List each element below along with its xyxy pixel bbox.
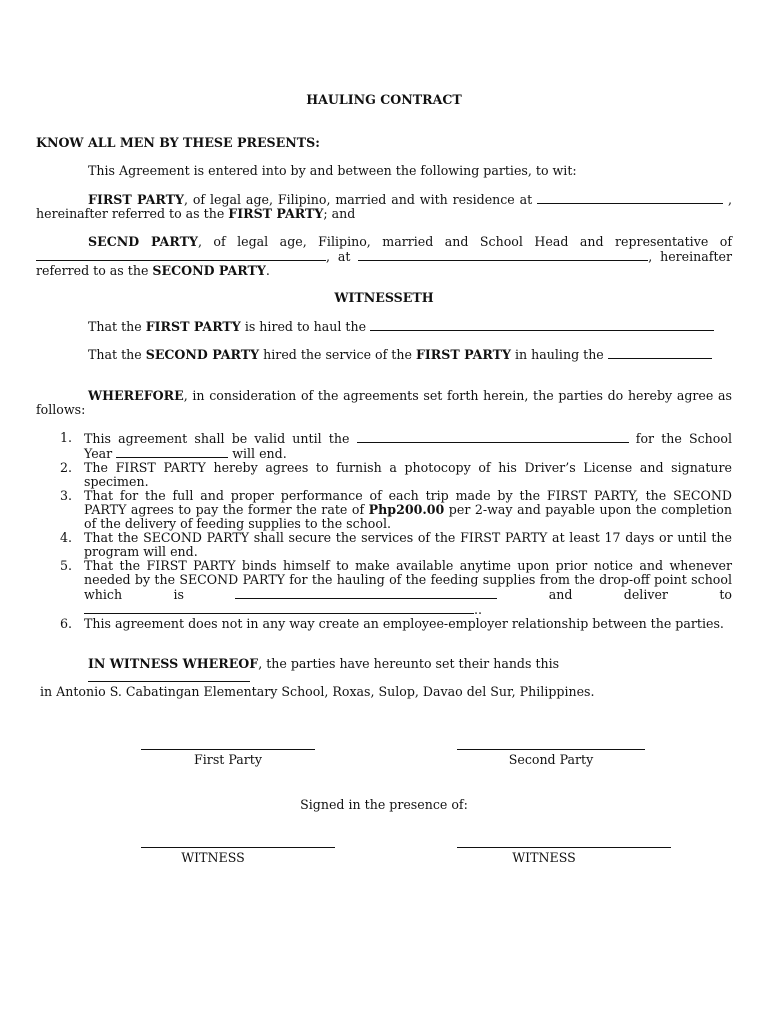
term-text: The FIRST PARTY hereby agrees to furnish a photocopy of his Driver’s License and signature specimen.	[84, 460, 732, 489]
service-text-b: hired the service of the	[259, 347, 416, 362]
witness-one-caption: WITNESS	[181, 850, 245, 865]
haul-blank	[370, 319, 714, 331]
address-blank	[358, 249, 648, 261]
service-text: That the	[88, 347, 146, 362]
drop-off-blank	[235, 587, 497, 599]
first-party-text-c: ; and	[323, 206, 356, 221]
first-party-signature-line	[141, 749, 315, 750]
first-party-text: , of legal age, Filipino, married and with residence at	[183, 192, 538, 207]
list-item	[36, 461, 732, 489]
witness-two-signature	[457, 847, 671, 865]
hire-party: FIRST PARTY	[145, 319, 241, 334]
deliver-to-blank	[84, 602, 474, 614]
witness-clause-label: IN WITNESS WHEREOF	[88, 656, 259, 671]
term-text-b: and deliver to	[497, 587, 732, 602]
list-item	[36, 531, 732, 559]
hire-text-b: is hired to haul the	[240, 319, 371, 334]
witness-two-signature-line	[457, 847, 671, 848]
second-party-signature-line	[457, 749, 645, 750]
second-party-at: , at	[326, 249, 359, 264]
first-party-ref: FIRST PARTY	[228, 206, 324, 221]
witness-one-signature-line	[141, 847, 335, 848]
witness-two-caption: WITNESS	[512, 850, 576, 865]
wherefore-text: , in consideration of the agreements set forth herein, the parties do hereby agree as follows:	[36, 388, 732, 417]
service-party-a: SECOND PARTY	[145, 347, 260, 362]
witness-one-signature	[141, 847, 335, 865]
second-party-signature	[457, 749, 645, 767]
term-text: This agreement shall be valid until the	[84, 431, 357, 446]
location-line: in Antonio S. Cabatingan Elementary School, Roxas, Sulop, Davao del Sur, Philippines.	[40, 684, 595, 699]
term-text: That the SECOND PARTY shall secure the services of the FIRST PARTY at least 17 days or until the program will end.	[84, 530, 732, 559]
item-number: 1.	[60, 430, 73, 445]
second-party-paragraph: SECND PARTY, of legal age, Filipino, married and School Head and representative of , at , hereinafter referred to as the SECOND PARTY.	[36, 234, 732, 278]
rate-value: Php200.00	[368, 502, 445, 517]
item-number: 6.	[60, 616, 73, 631]
item-number: 2.	[60, 460, 73, 475]
wherefore-paragraph	[36, 389, 732, 417]
second-party-text-c: .	[265, 263, 270, 278]
presence-line: Signed in the presence of:	[300, 797, 468, 812]
date-blank	[88, 670, 250, 682]
opening-line: KNOW ALL MEN BY THESE PRESENTS:	[36, 135, 320, 150]
document-title: HAULING CONTRACT	[306, 92, 462, 107]
service-party-b: FIRST PARTY	[415, 347, 512, 362]
witness-clause-paragraph	[36, 657, 732, 671]
term-text: That for the full and proper performance of each trip made by the FIRST PARTY, the SECOND PARTY agrees to pay the former the rate of	[84, 488, 732, 517]
item-number: 5.	[60, 558, 73, 573]
second-party-text: , of legal age, Filipino, married and School Head and representative of	[197, 234, 732, 249]
term-text-c: ..	[474, 602, 483, 617]
wherefore-label: WHEREFORE	[88, 388, 184, 403]
intro-paragraph: This Agreement is entered into by and between the following parties, to wit:	[88, 163, 577, 178]
hire-paragraph	[36, 319, 732, 334]
hauling-blank	[608, 347, 712, 359]
valid-until-blank	[357, 431, 629, 443]
school-blank	[36, 249, 326, 261]
item-number: 4.	[60, 530, 73, 545]
first-party-caption: First Party	[194, 752, 262, 767]
service-paragraph	[36, 347, 732, 362]
list-item	[36, 489, 732, 531]
hire-text: That the	[88, 319, 146, 334]
second-party-label: SECND PARTY	[88, 234, 198, 249]
second-party-ref: SECOND PARTY	[152, 263, 266, 278]
terms-list	[36, 431, 732, 631]
first-party-text-b: , hereinafter referred to as the	[36, 192, 732, 221]
list-item	[36, 431, 732, 461]
first-party-paragraph	[36, 192, 732, 221]
first-party-label: FIRST PARTY	[88, 192, 184, 207]
term-text: This agreement does not in any way create an employee-employer relationship between the parties.	[84, 616, 724, 631]
item-number: 3.	[60, 488, 73, 503]
first-party-signature	[141, 749, 315, 767]
second-party-caption: Second Party	[508, 752, 594, 767]
term-text: That the FIRST PARTY binds himself to make available anytime upon prior notice and whenever needed by the SECOND PARTY for the hauling of the feeding supplies from the drop-off point school which is	[84, 558, 732, 602]
term-text-b: for the School Year	[84, 431, 732, 461]
term-text-c: will end.	[228, 446, 287, 461]
witnesseth-heading: WITNESSETH	[334, 290, 434, 305]
school-year-blank	[116, 446, 228, 458]
list-item	[36, 559, 732, 617]
service-text-c: in hauling the	[511, 347, 604, 362]
term-text-b: per 2-way and payable upon the completion of the delivery of feeding supplies to the school.	[84, 502, 732, 531]
second-party-text-b: hereinafter referred to as the	[36, 249, 732, 278]
residence-blank	[537, 192, 723, 204]
list-item	[36, 617, 732, 631]
witness-clause-text: , the parties have hereunto set their hands this	[258, 656, 560, 671]
